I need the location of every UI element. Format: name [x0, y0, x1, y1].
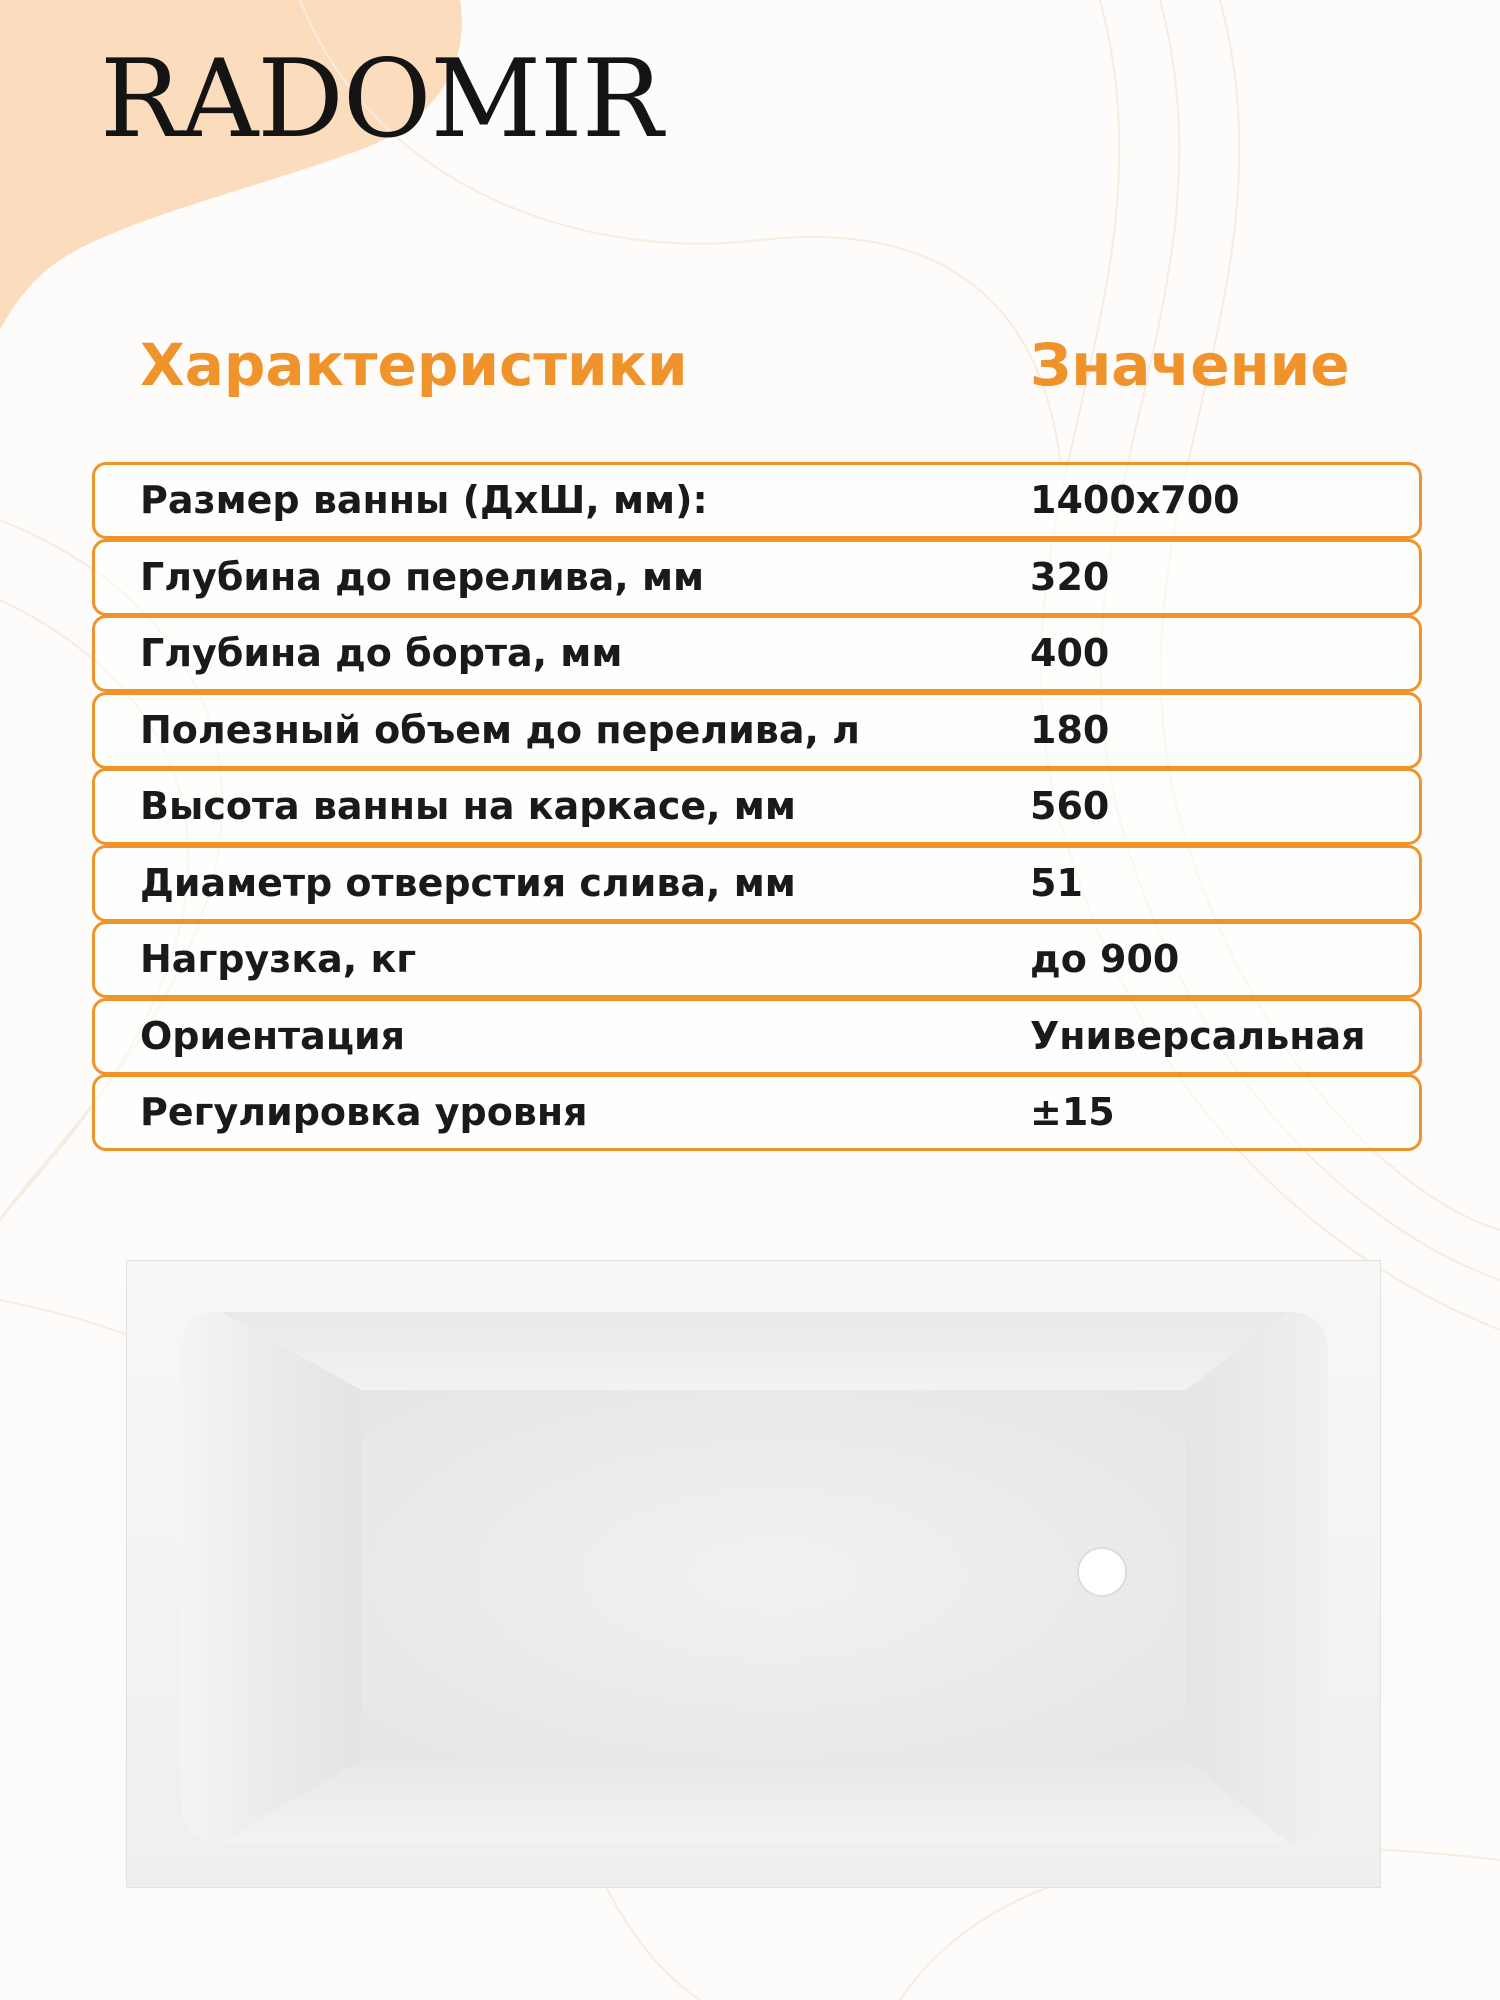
spec-label: Нагрузка, кг	[140, 937, 417, 981]
value-header: Значение	[1030, 331, 1350, 399]
spec-row	[92, 768, 1422, 845]
spec-value: 400	[1030, 631, 1110, 675]
spec-value: Универсальная	[1030, 1013, 1366, 1058]
spec-label: Высота ванны на каркасе, мм	[140, 784, 796, 828]
table-header	[0, 330, 1500, 400]
spec-label: Глубина до борта, мм	[140, 631, 623, 675]
spec-row	[92, 462, 1422, 539]
spec-label: Глубина до перелива, мм	[140, 554, 705, 599]
spec-label: Ориентация	[140, 1013, 406, 1058]
spec-value: 320	[1030, 554, 1110, 599]
spec-value: до 900	[1030, 937, 1180, 981]
characteristics-header: Характеристики	[140, 331, 688, 399]
spec-row	[92, 615, 1422, 692]
spec-label: Диаметр отверстия слива, мм	[140, 860, 796, 905]
bathtub-image	[126, 1260, 1381, 1888]
specs-table	[92, 462, 1422, 1151]
spec-value: 51	[1030, 860, 1083, 905]
spec-row	[92, 921, 1422, 998]
spec-row	[92, 998, 1422, 1075]
spec-value: 180	[1030, 707, 1110, 752]
spec-label: Регулировка уровня	[140, 1090, 588, 1134]
spec-value: ±15	[1030, 1090, 1115, 1134]
spec-label: Полезный объем до перелива, л	[140, 707, 860, 752]
brand-logo: RADOMIR	[100, 37, 663, 162]
spec-row	[92, 1074, 1422, 1151]
spec-row	[92, 692, 1422, 769]
spec-label: Размер ванны (ДхШ, мм):	[140, 478, 708, 522]
spec-value: 1400х700	[1030, 478, 1240, 522]
spec-row	[92, 539, 1422, 616]
spec-row	[92, 845, 1422, 922]
spec-value: 560	[1030, 784, 1110, 828]
